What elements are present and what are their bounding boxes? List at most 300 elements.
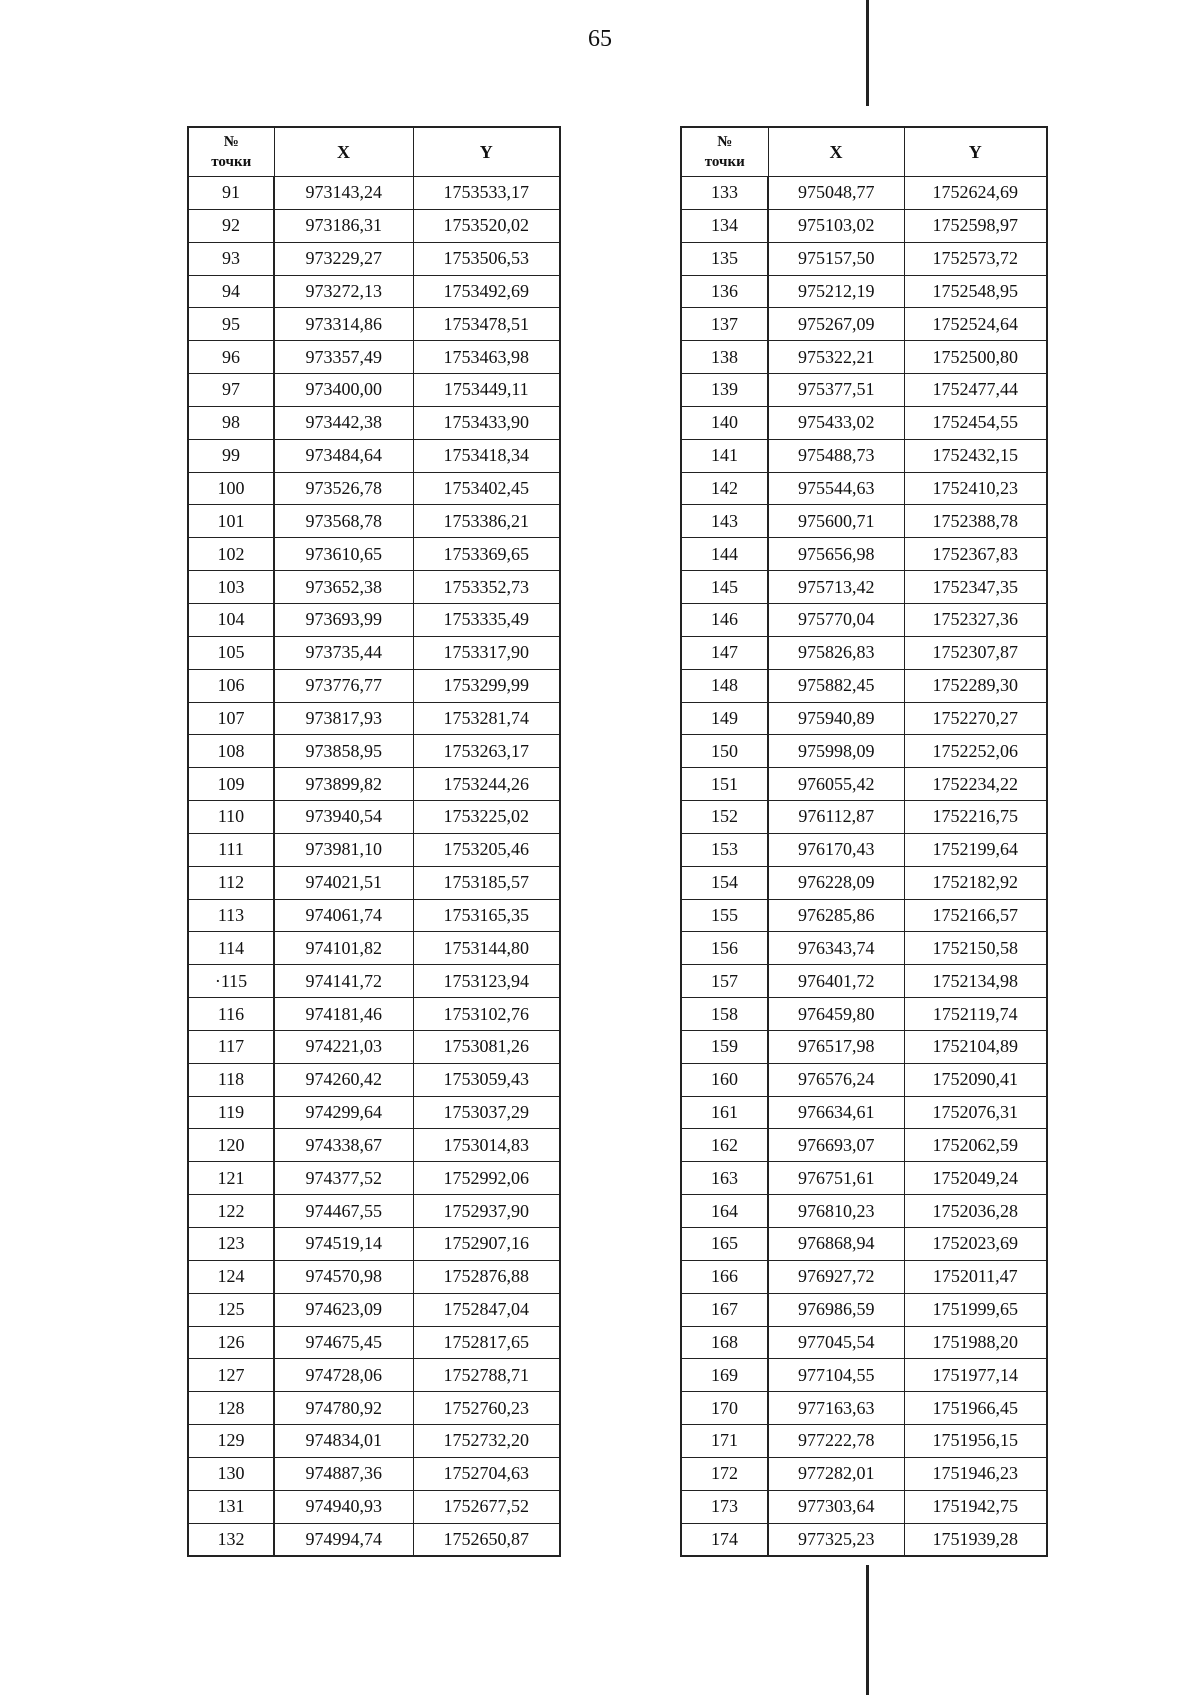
table-row (681, 571, 1047, 604)
x-coordinate-cell: 975433,02 (768, 406, 904, 439)
y-coordinate-cell: 1752023,69 (904, 1228, 1047, 1261)
x-coordinate-cell: 975940,89 (768, 702, 904, 735)
y-coordinate-cell: 1753144,80 (413, 932, 560, 965)
y-coordinate-cell: 1751942,75 (904, 1490, 1047, 1523)
x-coordinate-cell: 974377,52 (274, 1162, 413, 1195)
table-row (681, 406, 1047, 439)
x-coordinate-cell: 974994,74 (274, 1523, 413, 1556)
table-row (681, 1523, 1047, 1556)
table-row (681, 669, 1047, 702)
point-number-cell: 125 (188, 1293, 274, 1326)
table-row (681, 242, 1047, 275)
point-number-cell: 139 (681, 374, 768, 407)
y-coordinate-cell: 1752307,87 (904, 636, 1047, 669)
y-coordinate-cell: 1753059,43 (413, 1063, 560, 1096)
table-row (188, 998, 560, 1031)
table-row (188, 768, 560, 801)
y-coordinate-cell: 1753165,35 (413, 899, 560, 932)
table-header-row (681, 127, 1047, 177)
point-number-cell: 134 (681, 209, 768, 242)
x-header: X (274, 127, 413, 177)
table-row (188, 603, 560, 636)
table-row (681, 374, 1047, 407)
point-number-header (681, 127, 768, 177)
y-header: Y (904, 127, 1047, 177)
x-coordinate-cell: 974221,03 (274, 1030, 413, 1063)
x-header: X (768, 127, 904, 177)
point-number-cell: 149 (681, 702, 768, 735)
x-coordinate-cell: 973652,38 (274, 571, 413, 604)
y-coordinate-cell: 1753185,57 (413, 866, 560, 899)
number-sign: № (717, 134, 733, 150)
table-row (681, 1326, 1047, 1359)
x-coordinate-cell: 975103,02 (768, 209, 904, 242)
binding-edge-mark-top (866, 0, 869, 106)
y-coordinate-cell: 1753463,98 (413, 341, 560, 374)
y-coordinate-cell: 1752907,16 (413, 1228, 560, 1261)
point-number-header (188, 127, 274, 177)
y-coordinate-cell: 1751956,15 (904, 1425, 1047, 1458)
y-coordinate-cell: 1753244,26 (413, 768, 560, 801)
point-number-cell: 124 (188, 1260, 274, 1293)
point-number-cell: 106 (188, 669, 274, 702)
y-coordinate-cell: 1752234,22 (904, 768, 1047, 801)
point-number-cell: 161 (681, 1096, 768, 1129)
point-number-cell: 146 (681, 603, 768, 636)
point-number-cell: 142 (681, 472, 768, 505)
x-coordinate-cell: 973776,77 (274, 669, 413, 702)
point-number-cell: 98 (188, 406, 274, 439)
x-coordinate-cell: 973568,78 (274, 505, 413, 538)
table-row (681, 965, 1047, 998)
x-coordinate-cell: 976810,23 (768, 1195, 904, 1228)
table-row (188, 242, 560, 275)
table-row (188, 965, 560, 998)
x-coordinate-cell: 973735,44 (274, 636, 413, 669)
table-row (681, 308, 1047, 341)
x-coordinate-cell: 977282,01 (768, 1457, 904, 1490)
x-coordinate-cell: 977325,23 (768, 1523, 904, 1556)
x-coordinate-cell: 977222,78 (768, 1425, 904, 1458)
table-row (188, 209, 560, 242)
y-coordinate-cell: 1753352,73 (413, 571, 560, 604)
x-coordinate-cell: 973400,00 (274, 374, 413, 407)
x-coordinate-cell: 976055,42 (768, 768, 904, 801)
y-coordinate-cell: 1753520,02 (413, 209, 560, 242)
point-number-cell: 132 (188, 1523, 274, 1556)
x-coordinate-cell: 974623,09 (274, 1293, 413, 1326)
table-row (188, 472, 560, 505)
y-coordinate-cell: 1753418,34 (413, 439, 560, 472)
y-coordinate-cell: 1753386,21 (413, 505, 560, 538)
point-number-cell: 136 (681, 275, 768, 308)
y-coordinate-cell: 1752937,90 (413, 1195, 560, 1228)
point-number-cell: 92 (188, 209, 274, 242)
y-coordinate-cell: 1752573,72 (904, 242, 1047, 275)
y-coordinate-cell: 1751966,45 (904, 1392, 1047, 1425)
x-coordinate-cell: 973940,54 (274, 801, 413, 834)
y-coordinate-cell: 1753299,99 (413, 669, 560, 702)
y-coordinate-cell: 1752477,44 (904, 374, 1047, 407)
point-number-cell: 119 (188, 1096, 274, 1129)
table-row (188, 341, 560, 374)
table-row (681, 768, 1047, 801)
point-number-cell: 166 (681, 1260, 768, 1293)
y-coordinate-cell: 1753081,26 (413, 1030, 560, 1063)
x-coordinate-cell: 977104,55 (768, 1359, 904, 1392)
point-number-cell: 127 (188, 1359, 274, 1392)
point-number-cell: 155 (681, 899, 768, 932)
x-coordinate-cell: 977045,54 (768, 1326, 904, 1359)
x-coordinate-cell: 973442,38 (274, 406, 413, 439)
y-coordinate-cell: 1753205,46 (413, 833, 560, 866)
point-number-cell: 154 (681, 866, 768, 899)
x-coordinate-cell: 976343,74 (768, 932, 904, 965)
y-coordinate-cell: 1753402,45 (413, 472, 560, 505)
table-row (681, 538, 1047, 571)
point-number-cell: 170 (681, 1392, 768, 1425)
y-coordinate-cell: 1752327,36 (904, 603, 1047, 636)
point-number-cell: 138 (681, 341, 768, 374)
x-coordinate-cell: 975322,21 (768, 341, 904, 374)
x-coordinate-cell: 973610,65 (274, 538, 413, 571)
point-number-cell: 97 (188, 374, 274, 407)
y-coordinate-cell: 1753449,11 (413, 374, 560, 407)
table-row (681, 1195, 1047, 1228)
table-row (188, 1228, 560, 1261)
y-coordinate-cell: 1752548,95 (904, 275, 1047, 308)
y-coordinate-cell: 1753478,51 (413, 308, 560, 341)
x-coordinate-cell: 974728,06 (274, 1359, 413, 1392)
point-number-cell: 133 (681, 177, 768, 210)
x-coordinate-cell: 975048,77 (768, 177, 904, 210)
table-row (188, 1063, 560, 1096)
y-coordinate-cell: 1752847,04 (413, 1293, 560, 1326)
x-coordinate-cell: 974519,14 (274, 1228, 413, 1261)
x-coordinate-cell: 973357,49 (274, 341, 413, 374)
table-row (681, 1162, 1047, 1195)
point-word: точки (704, 154, 745, 170)
point-number-cell: 123 (188, 1228, 274, 1261)
table-row (681, 1490, 1047, 1523)
point-number-cell: 116 (188, 998, 274, 1031)
y-coordinate-cell: 1752252,06 (904, 735, 1047, 768)
x-coordinate-cell: 976228,09 (768, 866, 904, 899)
binding-edge-mark-bottom (866, 1565, 869, 1695)
table-row (681, 932, 1047, 965)
table-row (681, 177, 1047, 210)
table-row (188, 1457, 560, 1490)
x-coordinate-cell: 973526,78 (274, 472, 413, 505)
y-coordinate-cell: 1752104,89 (904, 1030, 1047, 1063)
y-coordinate-cell: 1753102,76 (413, 998, 560, 1031)
point-number-cell: 117 (188, 1030, 274, 1063)
table-row (681, 472, 1047, 505)
table-row (681, 275, 1047, 308)
x-coordinate-cell: 976285,86 (768, 899, 904, 932)
point-number-cell: 157 (681, 965, 768, 998)
point-number-cell: 114 (188, 932, 274, 965)
y-coordinate-cell: 1752788,71 (413, 1359, 560, 1392)
y-coordinate-cell: 1752090,41 (904, 1063, 1047, 1096)
y-coordinate-cell: 1752817,65 (413, 1326, 560, 1359)
y-coordinate-cell: 1753014,83 (413, 1129, 560, 1162)
table-row (681, 1096, 1047, 1129)
y-coordinate-cell: 1752876,88 (413, 1260, 560, 1293)
point-number-cell: 164 (681, 1195, 768, 1228)
point-number-cell: 144 (681, 538, 768, 571)
table-row (681, 702, 1047, 735)
y-coordinate-cell: 1752992,06 (413, 1162, 560, 1195)
y-coordinate-cell: 1753123,94 (413, 965, 560, 998)
table-row (681, 636, 1047, 669)
point-number-cell: 171 (681, 1425, 768, 1458)
point-number-cell: 110 (188, 801, 274, 834)
x-coordinate-cell: 974834,01 (274, 1425, 413, 1458)
point-number-cell: 174 (681, 1523, 768, 1556)
point-number-cell: 96 (188, 341, 274, 374)
table-row (681, 833, 1047, 866)
table-row (188, 505, 560, 538)
x-coordinate-cell: 973229,27 (274, 242, 413, 275)
point-number-cell: 111 (188, 833, 274, 866)
table-row (188, 801, 560, 834)
point-number-cell: 156 (681, 932, 768, 965)
point-number-cell: 150 (681, 735, 768, 768)
table-row (188, 538, 560, 571)
table-row (681, 899, 1047, 932)
table-row (188, 866, 560, 899)
number-sign: № (223, 134, 239, 150)
y-coordinate-cell: 1753037,29 (413, 1096, 560, 1129)
point-number-cell: 163 (681, 1162, 768, 1195)
table-row (681, 735, 1047, 768)
table-row (188, 833, 560, 866)
y-coordinate-cell: 1752650,87 (413, 1523, 560, 1556)
table-row (188, 1195, 560, 1228)
table-row (188, 702, 560, 735)
y-coordinate-cell: 1752150,58 (904, 932, 1047, 965)
point-number-cell: 173 (681, 1490, 768, 1523)
x-coordinate-cell: 975544,63 (768, 472, 904, 505)
x-coordinate-cell: 974299,64 (274, 1096, 413, 1129)
point-number-cell: 131 (188, 1490, 274, 1523)
point-number-cell: 141 (681, 439, 768, 472)
x-coordinate-cell: 973186,31 (274, 209, 413, 242)
point-number-cell: 160 (681, 1063, 768, 1096)
y-coordinate-cell: 1752270,27 (904, 702, 1047, 735)
y-coordinate-cell: 1752199,64 (904, 833, 1047, 866)
point-number-cell: 99 (188, 439, 274, 472)
table-row (681, 1359, 1047, 1392)
point-number-cell: 147 (681, 636, 768, 669)
x-coordinate-cell: 974061,74 (274, 899, 413, 932)
point-number-cell: 126 (188, 1326, 274, 1359)
point-number-cell: 102 (188, 538, 274, 571)
y-coordinate-cell: 1751988,20 (904, 1326, 1047, 1359)
table-row (681, 209, 1047, 242)
point-number-cell: 140 (681, 406, 768, 439)
table-row (188, 406, 560, 439)
point-number-cell: 130 (188, 1457, 274, 1490)
point-number-cell: 135 (681, 242, 768, 275)
point-number-cell: 93 (188, 242, 274, 275)
table-row (681, 603, 1047, 636)
x-coordinate-cell: 974780,92 (274, 1392, 413, 1425)
x-coordinate-cell: 974181,46 (274, 998, 413, 1031)
point-number-cell: 162 (681, 1129, 768, 1162)
y-coordinate-cell: 1752062,59 (904, 1129, 1047, 1162)
y-coordinate-cell: 1752732,20 (413, 1425, 560, 1458)
table-row (681, 1260, 1047, 1293)
table-row (681, 801, 1047, 834)
point-number-cell: 108 (188, 735, 274, 768)
x-coordinate-cell: 977303,64 (768, 1490, 904, 1523)
point-number-cell: 158 (681, 998, 768, 1031)
table-row (188, 669, 560, 702)
x-coordinate-cell: 973143,24 (274, 177, 413, 210)
y-coordinate-cell: 1752677,52 (413, 1490, 560, 1523)
table-row (188, 1326, 560, 1359)
y-coordinate-cell: 1752388,78 (904, 505, 1047, 538)
table-row (681, 505, 1047, 538)
x-coordinate-cell: 975488,73 (768, 439, 904, 472)
point-number-cell: 145 (681, 571, 768, 604)
y-coordinate-cell: 1752182,92 (904, 866, 1047, 899)
x-coordinate-cell: 975157,50 (768, 242, 904, 275)
point-number-cell: 143 (681, 505, 768, 538)
table-row (681, 1392, 1047, 1425)
table-row (188, 1030, 560, 1063)
point-word: точки (211, 154, 252, 170)
x-coordinate-cell: 976634,61 (768, 1096, 904, 1129)
point-number-cell: 107 (188, 702, 274, 735)
y-coordinate-cell: 1753317,90 (413, 636, 560, 669)
y-coordinate-cell: 1752036,28 (904, 1195, 1047, 1228)
table-row (188, 1293, 560, 1326)
table-row (188, 899, 560, 932)
table-row (681, 439, 1047, 472)
x-coordinate-cell: 974887,36 (274, 1457, 413, 1490)
table-row (188, 1162, 560, 1195)
table-row (681, 998, 1047, 1031)
table-row (681, 1293, 1047, 1326)
x-coordinate-cell: 974260,42 (274, 1063, 413, 1096)
point-number-cell: 137 (681, 308, 768, 341)
y-coordinate-cell: 1753335,49 (413, 603, 560, 636)
x-coordinate-cell: 975882,45 (768, 669, 904, 702)
table-row (188, 636, 560, 669)
x-coordinate-cell: 974141,72 (274, 965, 413, 998)
point-number-cell: 167 (681, 1293, 768, 1326)
point-number-cell: 91 (188, 177, 274, 210)
x-coordinate-cell: 975826,83 (768, 636, 904, 669)
table-row (188, 177, 560, 210)
point-number-cell: 168 (681, 1326, 768, 1359)
x-coordinate-cell: 975713,42 (768, 571, 904, 604)
x-coordinate-cell: 974467,55 (274, 1195, 413, 1228)
table-row (681, 1228, 1047, 1261)
y-coordinate-cell: 1752410,23 (904, 472, 1047, 505)
x-coordinate-cell: 975656,98 (768, 538, 904, 571)
y-coordinate-cell: 1752367,83 (904, 538, 1047, 571)
table-row (188, 1425, 560, 1458)
point-number-cell: 120 (188, 1129, 274, 1162)
x-coordinate-cell: 974101,82 (274, 932, 413, 965)
x-coordinate-cell: 974338,67 (274, 1129, 413, 1162)
table-body-right (681, 177, 1047, 1557)
table-row (188, 308, 560, 341)
x-coordinate-cell: 976927,72 (768, 1260, 904, 1293)
page-number: 65 (588, 26, 612, 52)
point-number-cell: 159 (681, 1030, 768, 1063)
y-coordinate-cell: 1752216,75 (904, 801, 1047, 834)
point-number-cell: 152 (681, 801, 768, 834)
y-coordinate-cell: 1753263,17 (413, 735, 560, 768)
x-coordinate-cell: 975212,19 (768, 275, 904, 308)
table-header-row (188, 127, 560, 177)
x-coordinate-cell: 974021,51 (274, 866, 413, 899)
y-coordinate-cell: 1752166,57 (904, 899, 1047, 932)
table-row (188, 735, 560, 768)
point-number-cell: ·115 (188, 965, 274, 998)
x-coordinate-cell: 976459,80 (768, 998, 904, 1031)
x-coordinate-cell: 973693,99 (274, 603, 413, 636)
y-coordinate-cell: 1752704,63 (413, 1457, 560, 1490)
x-coordinate-cell: 976751,61 (768, 1162, 904, 1195)
x-coordinate-cell: 975600,71 (768, 505, 904, 538)
y-coordinate-cell: 1753369,65 (413, 538, 560, 571)
y-coordinate-cell: 1752432,15 (904, 439, 1047, 472)
table-row (188, 275, 560, 308)
point-number-cell: 129 (188, 1425, 274, 1458)
point-number-cell: 153 (681, 833, 768, 866)
point-number-cell: 165 (681, 1228, 768, 1261)
x-coordinate-cell: 976693,07 (768, 1129, 904, 1162)
table-row (188, 571, 560, 604)
point-number-cell: 128 (188, 1392, 274, 1425)
x-coordinate-cell: 976170,43 (768, 833, 904, 866)
table-row (188, 1392, 560, 1425)
x-coordinate-cell: 973858,95 (274, 735, 413, 768)
x-coordinate-cell: 974570,98 (274, 1260, 413, 1293)
table-row (188, 1490, 560, 1523)
table-row (188, 1359, 560, 1392)
y-coordinate-cell: 1752049,24 (904, 1162, 1047, 1195)
point-number-cell: 100 (188, 472, 274, 505)
x-coordinate-cell: 976517,98 (768, 1030, 904, 1063)
x-coordinate-cell: 977163,63 (768, 1392, 904, 1425)
y-coordinate-cell: 1753433,90 (413, 406, 560, 439)
y-header: Y (413, 127, 560, 177)
x-coordinate-cell: 976112,87 (768, 801, 904, 834)
y-coordinate-cell: 1753506,53 (413, 242, 560, 275)
y-coordinate-cell: 1752011,47 (904, 1260, 1047, 1293)
x-coordinate-cell: 973314,86 (274, 308, 413, 341)
x-coordinate-cell: 973899,82 (274, 768, 413, 801)
x-coordinate-cell: 975770,04 (768, 603, 904, 636)
y-coordinate-cell: 1751999,65 (904, 1293, 1047, 1326)
y-coordinate-cell: 1752347,35 (904, 571, 1047, 604)
point-number-cell: 112 (188, 866, 274, 899)
coordinates-table-right (680, 126, 1048, 1557)
point-number-cell: 101 (188, 505, 274, 538)
y-coordinate-cell: 1751946,23 (904, 1457, 1047, 1490)
point-number-cell: 172 (681, 1457, 768, 1490)
table-row (188, 1260, 560, 1293)
y-coordinate-cell: 1752598,97 (904, 209, 1047, 242)
table-body-left (188, 177, 560, 1557)
